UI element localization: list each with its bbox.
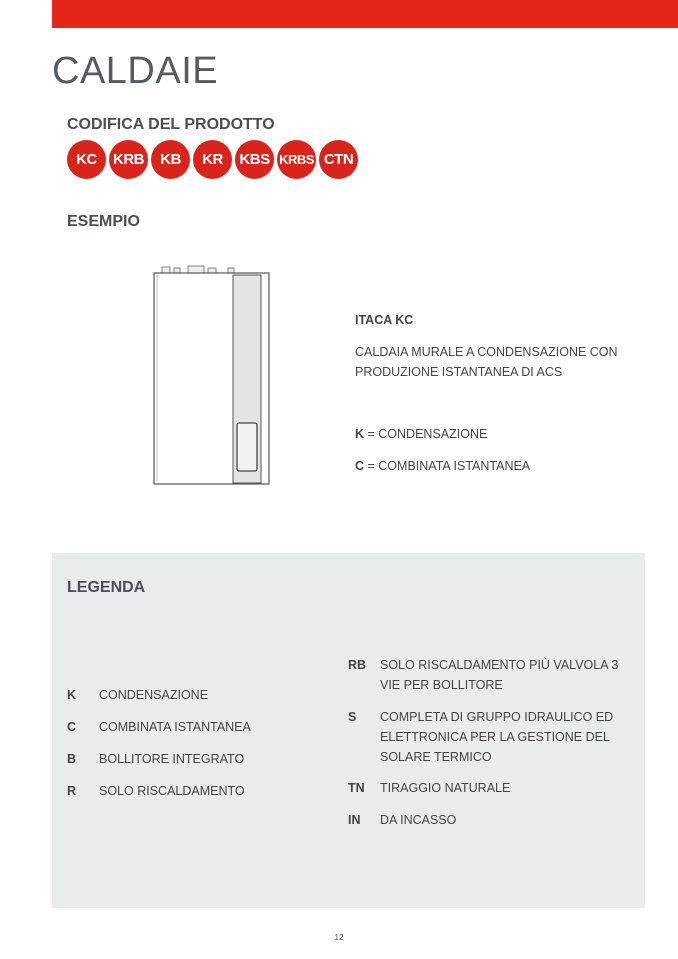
- product-code-badges: [67, 140, 358, 179]
- code-badge: KRB: [109, 140, 148, 179]
- legend-text: DA INCASSO: [380, 813, 457, 827]
- code-badge: KBS: [235, 140, 274, 179]
- code-badge: KC: [67, 140, 106, 179]
- header-red-bar: [52, 0, 678, 28]
- code-badge: KRBS: [277, 140, 316, 179]
- esempio-heading: ESEMPIO: [67, 213, 140, 230]
- legend-key: IN: [348, 813, 361, 827]
- legend-text: CONDENSAZIONE: [99, 688, 209, 702]
- page-number: 12: [334, 933, 344, 942]
- legend-key: R: [67, 784, 77, 798]
- code-badge: KB: [151, 140, 190, 179]
- legend-key: B: [67, 752, 77, 766]
- example-product-name: ITACA KC: [355, 313, 414, 327]
- legend-text: SOLO RISCALDAMENTO PIÙ VALVOLA 3 VIE PER BOLLITORE: [380, 658, 619, 692]
- legend-text: BOLLITORE INTEGRATO: [99, 752, 245, 766]
- legend-panel: [52, 553, 645, 908]
- page-title: CALDAIE: [52, 50, 219, 92]
- definition-text: COMBINATA ISTANTANEA: [378, 459, 531, 473]
- legend-text: SOLO RISCALDAMENTO: [99, 784, 245, 798]
- legend-text: COMPLETA DI GRUPPO IDRAULICO ED ELETTRONICA PER LA GESTIONE DEL SOLARE TERMICO: [380, 710, 614, 764]
- legend-heading: LEGENDA: [67, 579, 146, 596]
- example-description: [355, 310, 635, 476]
- code-badge: CTN: [319, 140, 358, 179]
- codifica-heading: CODIFICA DEL PRODOTTO: [67, 116, 275, 133]
- code-badge: KR: [193, 140, 232, 179]
- example-product-description: CALDAIA MURALE A CONDENSAZIONE CON PRODUZIONE ISTANTANEA DI ACS: [355, 345, 618, 379]
- legend-key: K: [67, 688, 77, 702]
- example-definition: K = CONDENSAZIONE: [355, 427, 488, 441]
- definition-text: CONDENSAZIONE: [378, 427, 488, 441]
- legend-key: C: [67, 720, 77, 734]
- example-definition: C = COMBINATA ISTANTANEA: [355, 459, 531, 473]
- definition-key: C: [355, 459, 365, 473]
- legend-key: TN: [348, 781, 365, 795]
- definition-key: K: [355, 427, 365, 441]
- legend-key: RB: [348, 658, 367, 672]
- boiler-illustration: [148, 262, 273, 488]
- legend-text: COMBINATA ISTANTANEA: [99, 720, 251, 734]
- legend-key: S: [348, 710, 357, 724]
- legend-text: TIRAGGIO NATURALE: [380, 781, 511, 795]
